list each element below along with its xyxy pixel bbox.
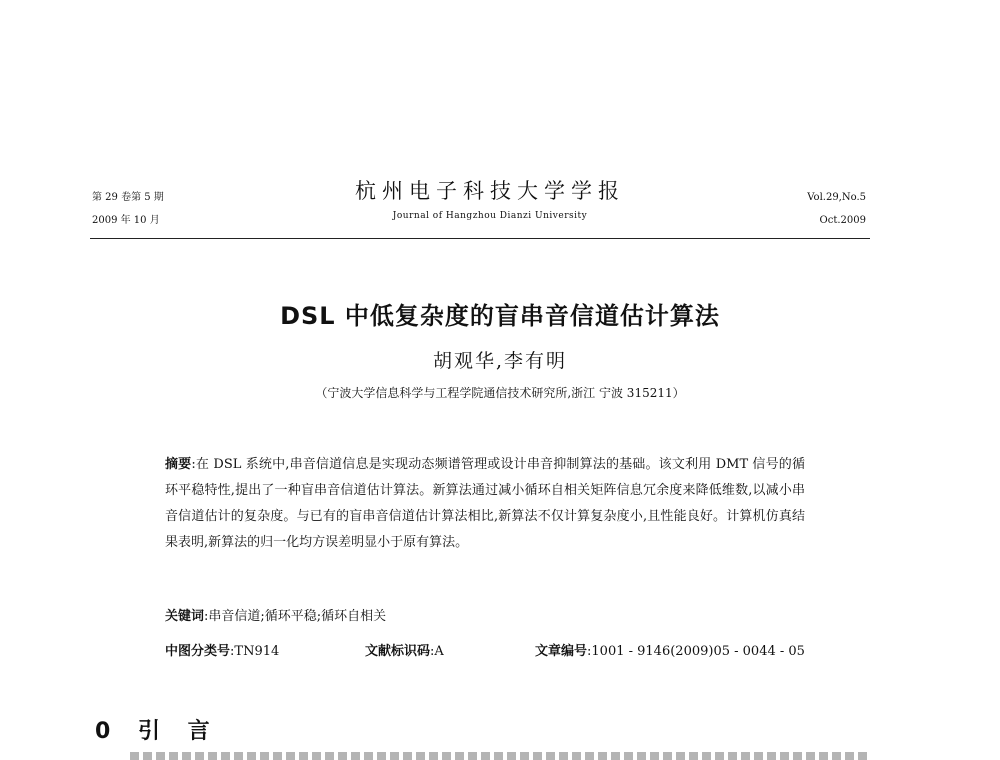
issue-en: Vol.29,No.5 (807, 192, 866, 203)
clc-label: 中图分类号 (165, 644, 231, 659)
document-code (365, 640, 444, 659)
date-en: Oct.2009 (819, 215, 866, 226)
header-center (300, 176, 680, 226)
abstract-body (165, 452, 805, 556)
cutoff-text-line (130, 752, 870, 760)
header-right (807, 186, 866, 232)
keywords (165, 605, 386, 624)
article-number (535, 640, 805, 659)
clc-value: :TN914 (230, 644, 280, 659)
paper-authors: 胡观华,李有明 (432, 350, 568, 372)
paper-affiliation: （宁波大学信息科学与工程学院通信技术研究所,浙江 宁波 315211） (315, 386, 685, 400)
article-label: 文章编号 (535, 644, 588, 659)
paper-title: DSL 中低复杂度的盲串音信道估计算法 (280, 302, 720, 330)
issue-cn: 第 29 卷第 5 期 (92, 192, 164, 203)
abstract-label: 摘要 (165, 457, 192, 472)
journal-title-cn: 杭州电子科技大学学报 (355, 179, 625, 203)
abstract-text: :在 DSL 系统中,串音信道信息是实现动态频谱管理或设计串音抑制算法的基础。该文利用 DMT 信号的循环平稳特性,提出了一种盲串音信道估计算法。新算法通过减小循环自相关矩阵信息冗余度来降低维数,以减小串音信道估计的复杂度。与已有的盲串音信道估计算法相比,新算法不仅计算复杂度小,且性能良好。计算机仿真结果表明,新算法的归一化均方误差明显小于原有算法。 (165, 457, 805, 550)
header-rule (90, 238, 870, 239)
keywords-text: :串音信道;循环平稳;循环自相关 (204, 609, 387, 624)
date-cn: 2009 年 10 月 (92, 215, 160, 226)
journal-title-en: Journal of Hangzhou Dianzi University (392, 211, 588, 221)
clc-number (165, 640, 279, 659)
abstract (165, 452, 805, 556)
doc-label: 文献标识码 (365, 644, 431, 659)
article-value: :1001 - 9146(2009)05 - 0044 - 05 (587, 644, 805, 659)
header-left (92, 186, 164, 232)
section-heading: 0 引 言 (95, 719, 220, 744)
keywords-label: 关键词 (165, 609, 205, 624)
doc-value: :A (430, 644, 444, 659)
